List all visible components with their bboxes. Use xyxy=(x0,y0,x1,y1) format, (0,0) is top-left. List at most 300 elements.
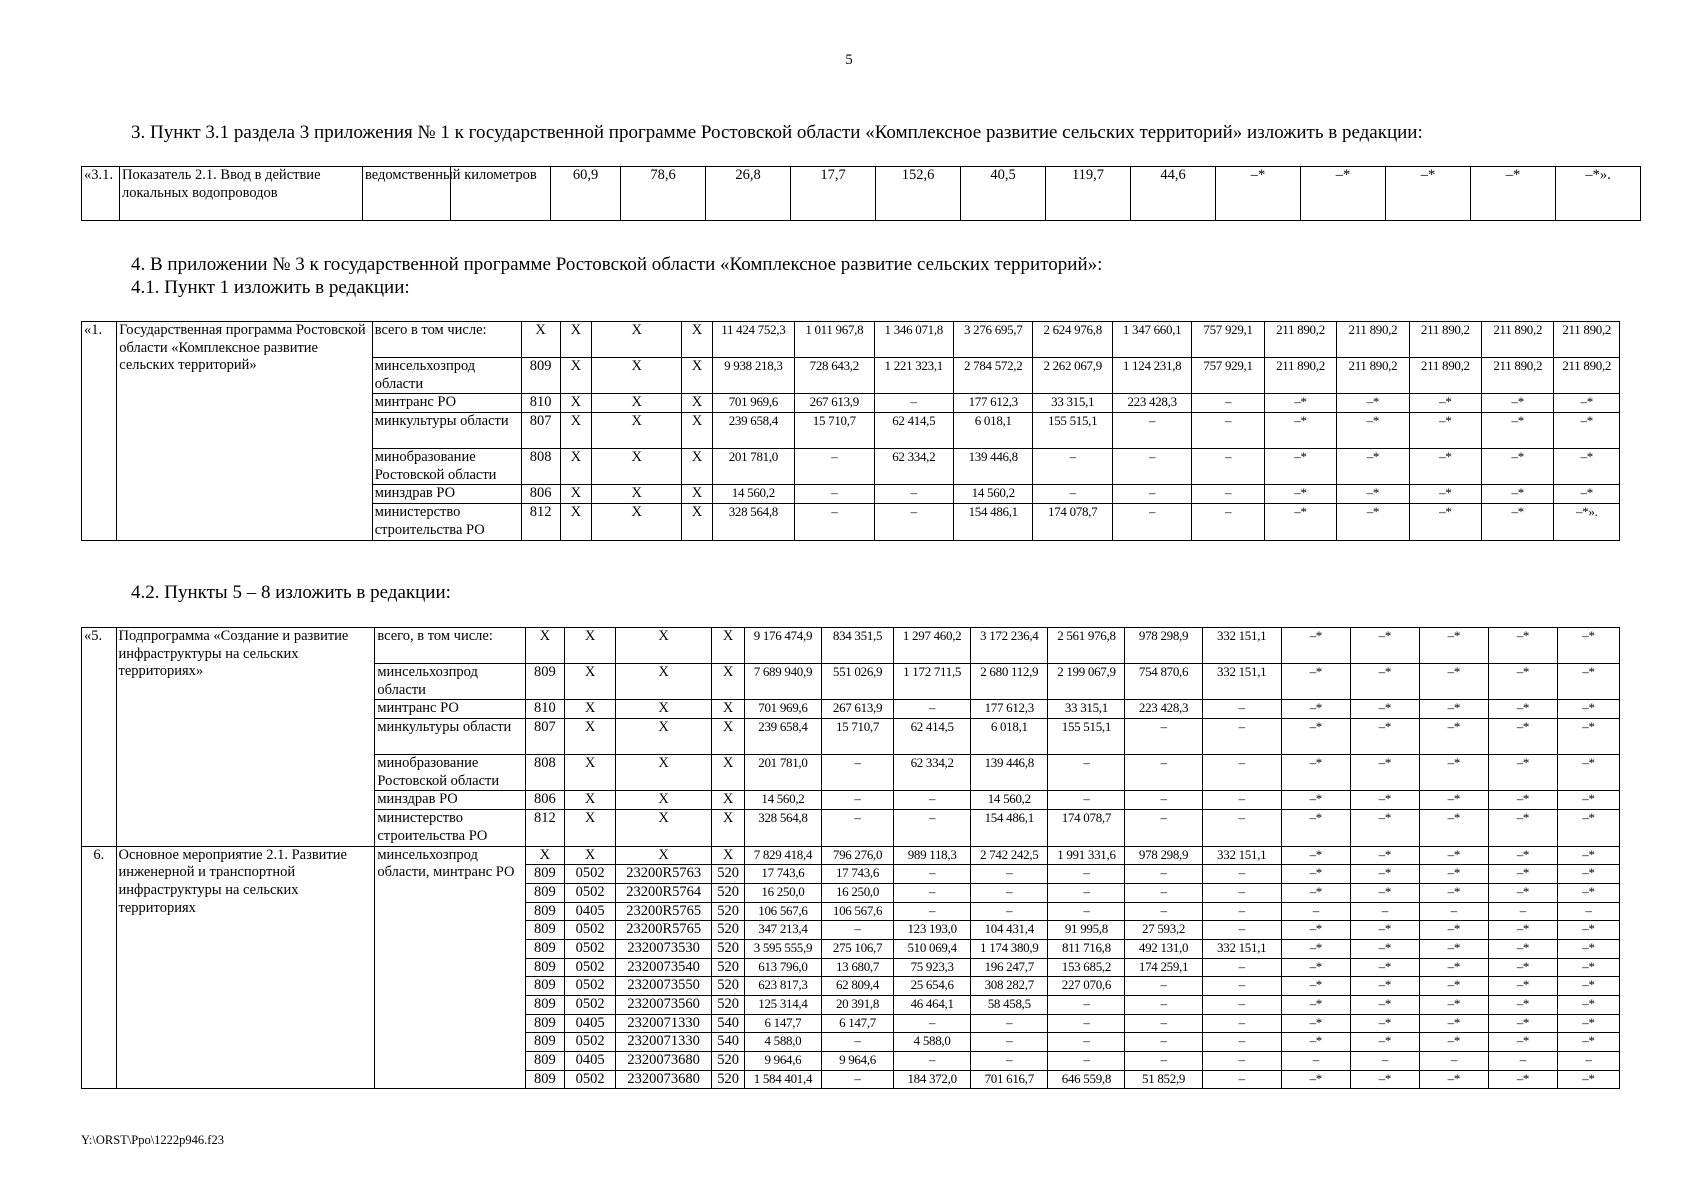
table-cell: 174 259,1 xyxy=(1125,958,1202,977)
table-cell: –* xyxy=(1419,846,1488,865)
table-cell: 125 314,4 xyxy=(744,996,821,1015)
table-cell: 267 613,9 xyxy=(822,700,894,719)
table-cell: –* xyxy=(1488,846,1557,865)
table-cell: 328 564,8 xyxy=(744,810,821,846)
table-cell: –* xyxy=(1281,977,1350,996)
table-cell: 520 xyxy=(712,977,744,996)
table-cell: – xyxy=(894,810,971,846)
table-cell: –* xyxy=(1557,1033,1619,1052)
table-cell: – xyxy=(894,883,971,902)
table-cell: «3.1. xyxy=(82,167,120,221)
table-cell: 239 658,4 xyxy=(712,413,794,449)
table-cell: 2 784 572,2 xyxy=(954,358,1033,394)
table-cell: 520 xyxy=(712,996,744,1015)
table-cell: 211 890,2 xyxy=(1554,322,1620,358)
table-cell: –* xyxy=(1281,664,1350,700)
table-cell: –* xyxy=(1488,791,1557,810)
table-cell: – xyxy=(1202,810,1281,846)
table-cell: – xyxy=(1125,865,1202,884)
table-cell: 1 346 071,8 xyxy=(874,322,953,358)
table-cell: – xyxy=(971,902,1048,921)
table-cell: 809 xyxy=(525,883,565,902)
table-cell: 275 106,7 xyxy=(822,939,894,958)
table-cell: –* xyxy=(1281,700,1350,719)
table-cell: –* xyxy=(1471,167,1556,221)
table-cell: –* xyxy=(1557,921,1619,940)
table-cell: –* xyxy=(1419,1070,1488,1089)
table-cell: 540 xyxy=(712,1033,744,1052)
table-cell: –* xyxy=(1281,958,1350,977)
table-cell: – xyxy=(1557,1052,1619,1071)
table-cell: 4 588,0 xyxy=(894,1033,971,1052)
program-name: Основное мероприятие 2.1. Развитие инженерной и транспортной инфраструктуры на сельских территориях xyxy=(116,846,375,1089)
table-cell: – xyxy=(1202,865,1281,884)
table-cell: 0405 xyxy=(565,1052,616,1071)
table-cell: –* xyxy=(1337,485,1409,504)
table-cell: –* xyxy=(1488,977,1557,996)
table-cell: 106 567,6 xyxy=(822,902,894,921)
table-cell: 812 xyxy=(525,810,565,846)
table-row xyxy=(82,628,1620,664)
row-number: «1. xyxy=(82,322,117,541)
table-cell: 0502 xyxy=(565,939,616,958)
table-cell: 2320073530 xyxy=(615,939,711,958)
table-cell: 0502 xyxy=(565,1070,616,1089)
table-cell: – xyxy=(874,394,953,413)
table-cell: –* xyxy=(1482,449,1554,485)
table-cell: –* xyxy=(1419,865,1488,884)
table-cell: –* xyxy=(1554,449,1620,485)
table-cell: 211 890,2 xyxy=(1337,358,1409,394)
table-cell: 62 334,2 xyxy=(874,449,953,485)
table-cell: –* xyxy=(1557,846,1619,865)
table-cell: 174 078,7 xyxy=(1048,810,1125,846)
table-cell: 154 486,1 xyxy=(971,810,1048,846)
table-cell: –* xyxy=(1281,810,1350,846)
table-cell: 3 172 236,4 xyxy=(971,628,1048,664)
table-cell: – xyxy=(1202,1033,1281,1052)
table-cell: –* xyxy=(1350,996,1419,1015)
table-cell: 623 817,3 xyxy=(744,977,821,996)
table-cell: –* xyxy=(1557,1070,1619,1089)
table-cell: –* xyxy=(1350,939,1419,958)
table-cell: –* xyxy=(1350,700,1419,719)
table-cell: –* xyxy=(1281,865,1350,884)
table-cell: 154 486,1 xyxy=(954,504,1033,540)
table-cell: – xyxy=(795,449,874,485)
table-cell: 23200R5765 xyxy=(615,902,711,921)
table-cell: 23200R5765 xyxy=(615,921,711,940)
table-cell: 6 018,1 xyxy=(971,719,1048,755)
table-cell: 196 247,7 xyxy=(971,958,1048,977)
table-cell: 347 213,4 xyxy=(744,921,821,940)
table-cell: – xyxy=(822,1070,894,1089)
table-cell: –* xyxy=(1281,1070,1350,1089)
table-cell: 809 xyxy=(525,1033,565,1052)
table-cell: 978 298,9 xyxy=(1125,846,1202,865)
table-cell: 1 991 331,6 xyxy=(1048,846,1125,865)
table-cell: X xyxy=(712,846,744,865)
table-cell: 58 458,5 xyxy=(971,996,1048,1015)
table-cell: 119,7 xyxy=(1046,167,1131,221)
page-number: 5 xyxy=(845,52,853,68)
program-table xyxy=(81,321,1620,541)
table-cell: 14 560,2 xyxy=(971,791,1048,810)
table-cell: –* xyxy=(1281,628,1350,664)
table-cell: 811 716,8 xyxy=(1048,939,1125,958)
table-cell: 808 xyxy=(521,449,560,485)
table-cell: –* xyxy=(1557,958,1619,977)
table-cell: X xyxy=(565,755,616,791)
table-cell: –* xyxy=(1488,1033,1557,1052)
table-cell: 14 560,2 xyxy=(744,791,821,810)
table-cell: X xyxy=(560,413,591,449)
table-cell: 62 334,2 xyxy=(894,755,971,791)
table-cell: 757 929,1 xyxy=(1192,358,1264,394)
table-cell: –* xyxy=(1554,413,1620,449)
table-cell: 809 xyxy=(525,921,565,940)
table-cell: X xyxy=(591,358,682,394)
table-cell: 62 809,4 xyxy=(822,977,894,996)
table-cell: X xyxy=(615,791,711,810)
table-cell: – xyxy=(894,1014,971,1033)
table-cell: – xyxy=(894,1052,971,1071)
table-cell: –* xyxy=(1557,996,1619,1015)
table-cell: 757 929,1 xyxy=(1192,322,1264,358)
table-cell: 807 xyxy=(521,413,560,449)
table-cell: X xyxy=(591,449,682,485)
table-cell: –* xyxy=(1557,810,1619,846)
table-cell: – xyxy=(894,865,971,884)
table-cell: 701 969,6 xyxy=(744,700,821,719)
table-cell: X xyxy=(682,358,712,394)
table-cell: – xyxy=(1112,504,1191,540)
file-path-footer: Y:\ORST\Ppo\1222p946.f23 xyxy=(81,1133,224,1147)
table-cell: X xyxy=(712,664,744,700)
table-cell: 211 890,2 xyxy=(1264,358,1336,394)
table-cell: – xyxy=(822,791,894,810)
table-cell: 809 xyxy=(525,977,565,996)
table-cell: 26,8 xyxy=(706,167,791,221)
table-cell: –* xyxy=(1557,700,1619,719)
table-cell: X xyxy=(682,322,712,358)
table-cell: –* xyxy=(1557,719,1619,755)
table-cell: –* xyxy=(1419,664,1488,700)
table-cell: –* xyxy=(1419,977,1488,996)
table-cell: 807 xyxy=(525,719,565,755)
table-cell: 139 446,8 xyxy=(971,755,1048,791)
table-cell: X xyxy=(565,719,616,755)
table-cell: X xyxy=(615,846,711,865)
table-cell: 328 564,8 xyxy=(712,504,794,540)
table-cell: 9 964,6 xyxy=(744,1052,821,1071)
table-cell: –* xyxy=(1419,810,1488,846)
table-cell: – xyxy=(894,700,971,719)
table-cell: 1 124 231,8 xyxy=(1112,358,1191,394)
table-cell: 153 685,2 xyxy=(1048,958,1125,977)
table-cell: 6 147,7 xyxy=(822,1014,894,1033)
table-cell: 809 xyxy=(525,865,565,884)
table-cell: 2320073680 xyxy=(615,1070,711,1089)
table-cell: 520 xyxy=(712,958,744,977)
table-cell: 51 852,9 xyxy=(1125,1070,1202,1089)
table-cell: – xyxy=(874,504,953,540)
table-cell: – xyxy=(1048,996,1125,1015)
table-cell: –* xyxy=(1419,791,1488,810)
table-cell: 33 315,1 xyxy=(1048,700,1125,719)
table-cell: 2320073680 xyxy=(615,1052,711,1071)
table-cell: –* xyxy=(1350,810,1419,846)
table-cell: X xyxy=(560,322,591,358)
table-cell: X xyxy=(615,719,711,755)
table-cell: –* xyxy=(1488,958,1557,977)
table-cell: 17 743,6 xyxy=(822,865,894,884)
table-cell: –* xyxy=(1557,865,1619,884)
table-cell: 177 612,3 xyxy=(971,700,1048,719)
table-cell: 46 464,1 xyxy=(894,996,971,1015)
table-cell: X xyxy=(560,449,591,485)
executor-cell: всего, в том числе: xyxy=(375,628,525,664)
table-cell: –* xyxy=(1350,791,1419,810)
table-cell: 23200R5763 xyxy=(615,865,711,884)
table-cell: 520 xyxy=(712,902,744,921)
table-cell: 809 xyxy=(525,1070,565,1089)
table-cell: 520 xyxy=(712,1070,744,1089)
table-cell: – xyxy=(1125,996,1202,1015)
table-cell: 809 xyxy=(525,958,565,977)
table-cell: –* xyxy=(1409,449,1481,485)
table-cell: – xyxy=(1557,902,1619,921)
table-cell: –* xyxy=(1281,996,1350,1015)
table-cell: 152,6 xyxy=(876,167,961,221)
table-cell: 123 193,0 xyxy=(894,921,971,940)
table-cell: – xyxy=(971,1033,1048,1052)
table-cell: 308 282,7 xyxy=(971,977,1048,996)
table-cell: –* xyxy=(1419,939,1488,958)
table-cell: – xyxy=(1192,413,1264,449)
table-cell: X xyxy=(591,485,682,504)
table-cell: – xyxy=(1202,1014,1281,1033)
table-cell: 701 616,7 xyxy=(971,1070,1048,1089)
table-cell: 0502 xyxy=(565,958,616,977)
table-cell: –* xyxy=(1337,394,1409,413)
table-cell: – xyxy=(971,1014,1048,1033)
executor-cell: минсельхозпрод области, минтранс РО xyxy=(375,846,525,1089)
table-cell: 510 069,4 xyxy=(894,939,971,958)
table-cell: 91 995,8 xyxy=(1048,921,1125,940)
executor-cell: минздрав РО xyxy=(372,485,521,504)
table-cell: X xyxy=(521,322,560,358)
table-cell: –* xyxy=(1488,719,1557,755)
table-cell: 520 xyxy=(712,1052,744,1071)
table-cell: – xyxy=(1192,394,1264,413)
table-cell: –* xyxy=(1350,1070,1419,1089)
table-cell: 78,6 xyxy=(621,167,706,221)
table-cell: X xyxy=(560,504,591,540)
table-cell: – xyxy=(1488,1052,1557,1071)
table-cell: 9 938 218,3 xyxy=(712,358,794,394)
table-cell: – xyxy=(1048,1052,1125,1071)
table-cell: –* xyxy=(1281,719,1350,755)
table-cell: X xyxy=(525,846,565,865)
table-cell: – xyxy=(1202,1052,1281,1071)
row-number: «5. xyxy=(82,628,117,847)
table-cell: 3 595 555,9 xyxy=(744,939,821,958)
table-cell: –* xyxy=(1281,791,1350,810)
table-cell: X xyxy=(682,504,712,540)
table-cell: 332 151,1 xyxy=(1202,664,1281,700)
table-cell: 0502 xyxy=(565,1033,616,1052)
table-cell: – xyxy=(1125,1014,1202,1033)
table-cell: –* xyxy=(1281,939,1350,958)
table-cell: – xyxy=(894,902,971,921)
table-cell: X xyxy=(682,394,712,413)
table-cell: – xyxy=(1202,719,1281,755)
table-cell: 40,5 xyxy=(961,167,1046,221)
table-cell: X xyxy=(591,504,682,540)
table-cell: 155 515,1 xyxy=(1033,413,1112,449)
table-cell: –* xyxy=(1409,504,1481,540)
table-cell: –* xyxy=(1281,921,1350,940)
table-cell: – xyxy=(1281,902,1350,921)
table-cell: –* xyxy=(1350,977,1419,996)
table-cell: 7 689 940,9 xyxy=(744,664,821,700)
table-cell: 62 414,5 xyxy=(874,413,953,449)
table-cell: 810 xyxy=(521,394,560,413)
table-cell: – xyxy=(1125,1033,1202,1052)
table-cell: –* xyxy=(1488,939,1557,958)
table-cell: –* xyxy=(1419,628,1488,664)
table-cell: 104 431,4 xyxy=(971,921,1048,940)
table-cell: 809 xyxy=(525,664,565,700)
executor-cell: минздрав РО xyxy=(375,791,525,810)
table-cell: 1 172 711,5 xyxy=(894,664,971,700)
table-cell: – xyxy=(1350,1052,1419,1071)
table-cell: – xyxy=(1125,810,1202,846)
executor-cell: минобразование Ростовской области xyxy=(372,449,521,485)
table-cell: километров xyxy=(451,167,551,221)
table-cell: – xyxy=(1202,1070,1281,1089)
table-cell: –* xyxy=(1350,719,1419,755)
table-cell: 809 xyxy=(525,939,565,958)
table-cell: 1 174 380,9 xyxy=(971,939,1048,958)
table-cell: – xyxy=(1202,902,1281,921)
table-cell: 223 428,3 xyxy=(1112,394,1191,413)
executor-cell: всего в том числе: xyxy=(372,322,521,358)
table-cell: –* xyxy=(1419,996,1488,1015)
table-cell: – xyxy=(1192,485,1264,504)
table-cell: – xyxy=(1488,902,1557,921)
table-cell: –* xyxy=(1350,1014,1419,1033)
table-cell: – xyxy=(1125,719,1202,755)
table-cell: 184 372,0 xyxy=(894,1070,971,1089)
table-cell: 2320071330 xyxy=(615,1014,711,1033)
program-name: Подпрограмма «Создание и развитие инфраструктуры на сельских территориях» xyxy=(116,628,375,847)
table-cell: 646 559,8 xyxy=(1048,1070,1125,1089)
table-cell: 15 710,7 xyxy=(795,413,874,449)
table-cell: X xyxy=(712,700,744,719)
row-number: 6. xyxy=(82,846,117,1089)
table-cell: 33 315,1 xyxy=(1033,394,1112,413)
table-cell: X xyxy=(615,664,711,700)
table-cell: 2320071330 xyxy=(615,1033,711,1052)
table-cell: – xyxy=(1125,1052,1202,1071)
table-row xyxy=(82,846,1620,865)
table-cell: X xyxy=(712,628,744,664)
table-cell: – xyxy=(1048,865,1125,884)
table-cell: – xyxy=(1202,958,1281,977)
table-cell: –* xyxy=(1419,1014,1488,1033)
table-cell: – xyxy=(1419,902,1488,921)
table-cell: – xyxy=(971,1052,1048,1071)
table-cell: – xyxy=(1048,1033,1125,1052)
table-cell: –* xyxy=(1350,1033,1419,1052)
table-cell: 332 151,1 xyxy=(1202,939,1281,958)
table-cell: 810 xyxy=(525,700,565,719)
table-cell: –* xyxy=(1488,996,1557,1015)
table-cell: –* xyxy=(1557,1014,1619,1033)
table-cell: 211 890,2 xyxy=(1264,322,1336,358)
table-cell: X xyxy=(591,413,682,449)
table-cell: 177 612,3 xyxy=(954,394,1033,413)
table-cell: 520 xyxy=(712,883,744,902)
table-cell: – xyxy=(1202,755,1281,791)
table-cell: – xyxy=(1202,977,1281,996)
table-cell: –* xyxy=(1350,958,1419,977)
table-cell: – xyxy=(971,883,1048,902)
table-cell: –* xyxy=(1264,504,1336,540)
table-cell: 0405 xyxy=(565,1014,616,1033)
table-cell: X xyxy=(565,810,616,846)
table-cell: 155 515,1 xyxy=(1048,719,1125,755)
table-cell: 6 018,1 xyxy=(954,413,1033,449)
table-cell: – xyxy=(1033,485,1112,504)
table-cell: –*». xyxy=(1556,167,1641,221)
executor-cell: министерство строительства РО xyxy=(375,810,525,846)
table-cell: – xyxy=(1112,485,1191,504)
table-cell: – xyxy=(1192,504,1264,540)
table-cell: X xyxy=(712,755,744,791)
table-cell: 16 250,0 xyxy=(822,883,894,902)
table-cell: 14 560,2 xyxy=(712,485,794,504)
table-cell: –* xyxy=(1554,394,1620,413)
table-cell: –* xyxy=(1488,1070,1557,1089)
table-cell: 2320073550 xyxy=(615,977,711,996)
table-cell: 44,6 xyxy=(1131,167,1216,221)
table-cell: – xyxy=(1125,791,1202,810)
table-cell: 211 890,2 xyxy=(1409,358,1481,394)
table-cell: Показатель 2.1. Ввод в действие локальных водопроводов xyxy=(120,167,363,221)
table-cell: 211 890,2 xyxy=(1337,322,1409,358)
table-cell: – xyxy=(822,810,894,846)
table-cell: 520 xyxy=(712,865,744,884)
table-cell: –* xyxy=(1350,628,1419,664)
table-cell: –* xyxy=(1337,413,1409,449)
table-cell: 9 176 474,9 xyxy=(744,628,821,664)
table-cell: 806 xyxy=(521,485,560,504)
table-cell: 520 xyxy=(712,921,744,940)
table-cell: –* xyxy=(1419,719,1488,755)
table-cell: –* xyxy=(1419,883,1488,902)
table-cell: –* xyxy=(1301,167,1386,221)
table-cell: – xyxy=(1033,449,1112,485)
table-cell: 540 xyxy=(712,1014,744,1033)
table-cell: –* xyxy=(1488,1014,1557,1033)
table-cell: X xyxy=(560,358,591,394)
table-cell: –* xyxy=(1557,883,1619,902)
table-cell: 75 923,3 xyxy=(894,958,971,977)
program-name: Государственная программа Ростовской области «Комплексное развитие сельских территорий» xyxy=(117,322,372,541)
